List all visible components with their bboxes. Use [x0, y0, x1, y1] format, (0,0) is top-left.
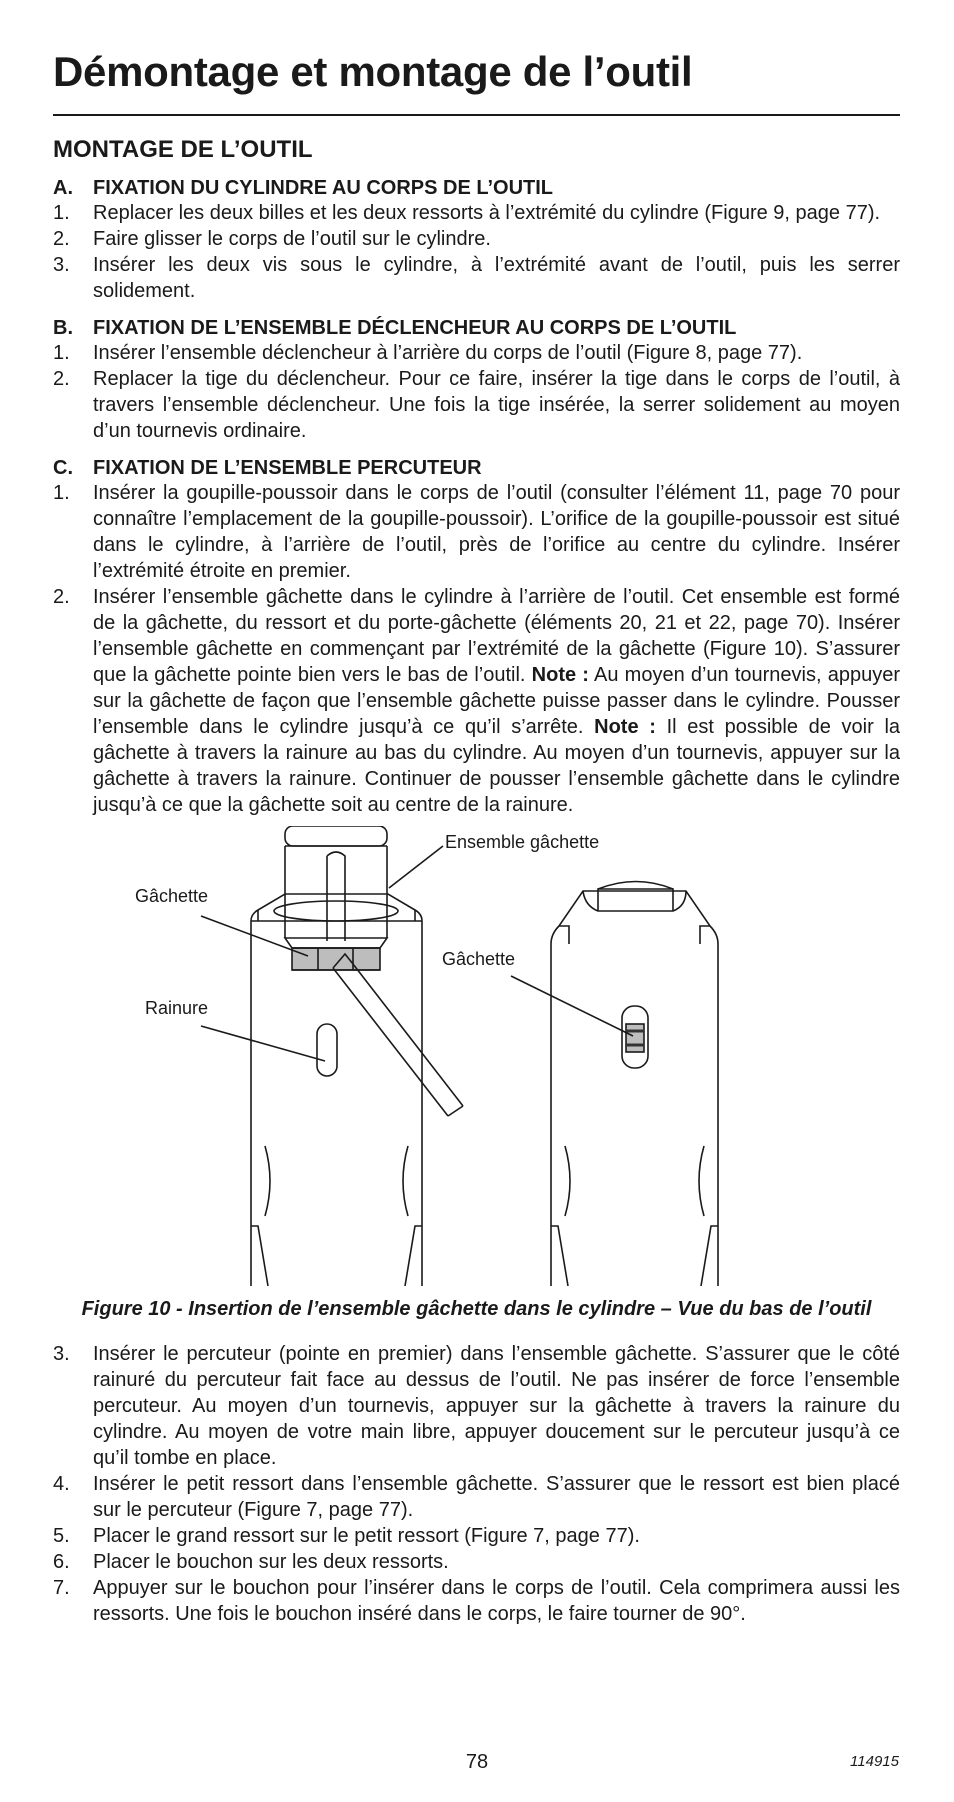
leader-rainure: [201, 1026, 325, 1061]
section-title: MONTAGE DE L’OUTIL: [53, 136, 313, 163]
page-number: 78: [465, 1751, 489, 1773]
list-item: 4. Insérer le petit ressort dans l’ensemble gâchette. S’assurer que le ressort est bien placé sur le percuteur (Figure 7, page 77).: [53, 1473, 900, 1521]
list-item: 2. Faire glisser le corps de l’outil sur le cylindre.: [53, 228, 491, 250]
list-item: 5. Placer le grand ressort sur le petit ressort (Figure 7, page 77).: [53, 1525, 640, 1547]
note-label: Note :: [531, 664, 589, 686]
list-item: 7. Appuyer sur le bouchon pour l’insérer dans le corps de l’outil. Cela comprimera aussi les ressorts. Une fois le bouchon inséré dans le corps, le faire tourner de 90°.: [53, 1577, 900, 1625]
right-cylinder-view: [551, 882, 718, 1287]
leader-gachette-left: [201, 916, 308, 956]
figure-10: [53, 826, 900, 1286]
list-item: 1. Replacer les deux billes et les deux ressorts à l’extrémité du cylindre (Figure 9, page 77).: [53, 202, 881, 224]
figure-caption: Figure 10 - Insertion de l’ensemble gâchette dans le cylindre – Vue du bas de l’outil: [81, 1298, 872, 1320]
leader-ensemble: [389, 846, 443, 888]
list-item: 6. Placer le bouchon sur les deux ressorts.: [53, 1551, 449, 1573]
instruction-list-a: [53, 200, 900, 304]
list-item: 1. Insérer la goupille-poussoir dans le corps de l’outil (consulter l’élément 11, page 70 pour connaître l’emplacement de la goupille-poussoir). L’orifice de la goupille-poussoir est situé dans le cylindre, à l’arrière de l’outil, près de l’orifice au centre du cylindre. Insérer l’extrémité étroite en premier.: [53, 482, 900, 582]
instruction-list-c: [53, 480, 900, 818]
label-gachette-left: Gâchette: [135, 886, 209, 906]
list-item: 1. Insérer l’ensemble déclencheur à l’arrière du corps de l’outil (Figure 8, page 77).: [53, 342, 803, 364]
label-rainure: Rainure: [145, 998, 209, 1018]
label-gachette-right: Gâchette: [442, 949, 516, 969]
document-number: 114915: [850, 1753, 899, 1770]
list-item: 3. Insérer le percuteur (pointe en premier) dans l’ensemble gâchette. S’assurer que le côté rainuré du percuteur fait face au dessus de l’outil. Ne pas insérer de force l’ensemble percuteur. Au moyen d’un tournevis, appuyer sur la gâchette à travers la rainure du cylindre. Au moyen de votre main libre, appuyer doucement sur le percuteur jusqu’à ce qu’il tombe en place.: [53, 1343, 900, 1469]
subsection-heading-a: A. FIXATION DU CYLINDRE AU CORPS DE L’OUTIL: [53, 177, 554, 199]
list-item: 2. Insérer l’ensemble gâchette dans le cylindre à l’arrière de l’outil. Cet ensemble est formé de la gâchette, du ressort et du porte-gâchette (éléments 20, 21 et 22, page 70). Insérer l’ensemble gâchette en commençant par l’extrémité de la gâchette (Figure 10). S’assurer que la gâchette pointe bien vers le bas de l’outil. Note : Au moyen d’un tournevis, appuyer sur la gâchette de façon que l’ensemble gâchette puisse passer dans le cylindre. Pousser l’ensemble dans le cylindre jusqu’à ce qu’il s’arrête. Note : Il est possible de voir la gâchette à travers la rainure au bas du cylindre. Au moyen d’un tournevis, appuyer sur la gâchette à travers la rainure. Continuer de pousser l’ensemble gâchette dans le cylindre jusqu’à ce que la gâchette soit au centre de la rainure.: [53, 586, 901, 816]
page-title: Démontage et montage de l’outil: [53, 40, 900, 116]
list-item: 2. Replacer la tige du déclencheur. Pour ce faire, insérer la tige dans le corps de l’outil, à travers l’ensemble déclencheur. Une fois la tige insérée, la serrer solidement au moyen d’un tournevis ordinaire.: [53, 368, 900, 442]
manual-page: [53, 40, 900, 1639]
leader-gachette-right: [511, 976, 633, 1036]
label-ensemble-gachette: Ensemble gâchette: [445, 832, 600, 852]
instruction-list-c-continued: [53, 1341, 900, 1627]
note-label: Note :: [594, 716, 656, 738]
left-cylinder-view: [251, 826, 463, 1286]
instruction-list-b: [53, 340, 900, 444]
list-item: 3. Insérer les deux vis sous le cylindre, à l’extrémité avant de l’outil, puis les serrer solidement.: [53, 254, 900, 302]
subsection-heading-b: B. FIXATION DE L’ENSEMBLE DÉCLENCHEUR AU CORPS DE L’OUTIL: [53, 317, 737, 339]
subsection-heading-c: C. FIXATION DE L’ENSEMBLE PERCUTEUR: [53, 457, 482, 479]
